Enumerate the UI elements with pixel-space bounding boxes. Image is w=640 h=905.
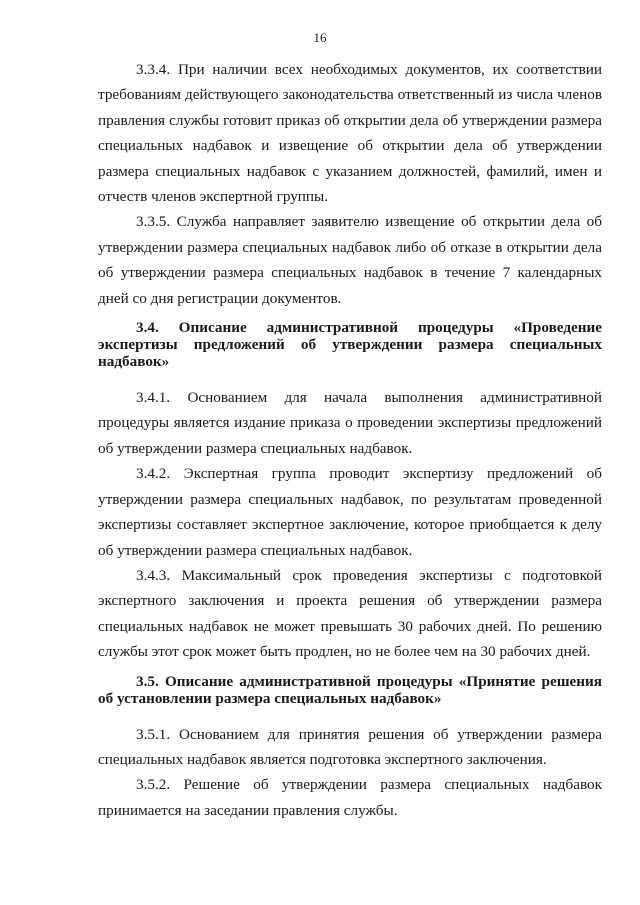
section-heading-3-5: 3.5. Описание административной процедуры «Принятие решения об установлении размера специальных надбавок» [98,672,602,707]
paragraph-3-5-1: 3.5.1. Основанием для принятия решения об утверждении размера специальных надбавок является подготовка экспертного заключения. [98,725,602,768]
paragraph-3-4-1: 3.4.1. Основанием для начала выполнения административной процедуры является издание приказа о проведении экспертизы предложений об утверждении размера специальных надбавок. [98,389,602,457]
page-number: 16 [313,30,327,45]
paragraph-3-3-5: 3.3.5. Служба направляет заявителю извещение об открытии дела об утверждении размера специальных надбавок либо об отказе в открытии дела об утверждении размера специальных надбавок в течение 7 календарных дней со дня регистрации документов. [98,213,602,307]
paragraph-3-4-3: 3.4.3. Максимальный срок проведения экспертизы с подготовкой экспертного заключения и проекта решения об утверждении размера специальных надбавок не может превышать 30 рабочих дней. По решению службы этот срок может быть продлен, но не более чем на 30 рабочих дней. [98,566,602,661]
paragraph-3-4-2: 3.4.2. Экспертная группа проводит экспертизу предложений об утверждении размера специальных надбавок, по результатам проведенной экспертизы составляет экспертное заключение, которое приобщается к делу об утверждении размера специальных надбавок. [98,465,602,559]
paragraph-3-3-4: 3.3.4. При наличии всех необходимых документов, их соответствии требованиям действующего законодательства ответственный из числа членов правления службы готовит приказ об открытии дела об утверждении размера специальных надбавок и извещение об открытии дела об утверждении размера специальных надбавок с указанием должностей, фамилий, имен и отчеств членов экспертной группы. [98,61,602,206]
paragraph-3-5-2: 3.5.2. Решение об утверждении размера специальных надбавок принимается на заседании правления службы. [98,776,602,819]
section-heading-3-4: 3.4. Описание административной процедуры «Проведение экспертизы предложений об утверждении размера специальных надбавок» [98,319,602,371]
document-body [98,57,602,823]
